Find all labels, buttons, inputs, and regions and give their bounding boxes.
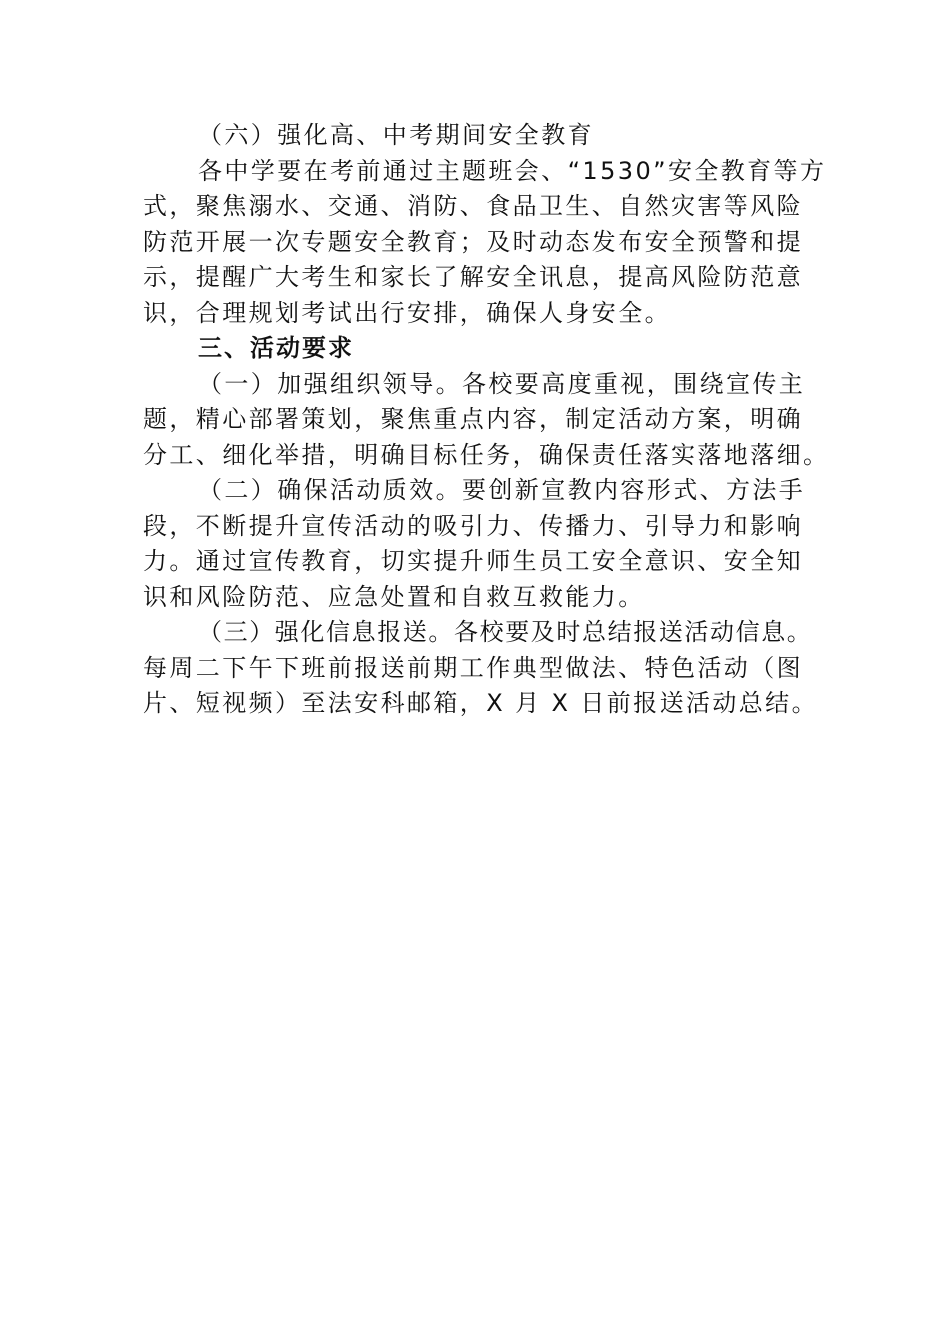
- text-line: 防范开展一次专题安全教育；及时动态发布安全预警和提: [143, 227, 803, 256]
- text-line: 题，精心部署策划，聚焦重点内容，制定活动方案，明确: [143, 405, 803, 433]
- text-line: 各中学要在考前通过主题班会、“1530”安全教育等方: [198, 156, 827, 185]
- text-line: 段，不断提升宣传活动的吸引力、传播力、引导力和影响: [143, 511, 803, 540]
- requirement-item-2: [143, 473, 809, 615]
- text-line: 式，聚焦溺水、交通、消防、食品卫生、自然灾害等风险: [143, 192, 803, 220]
- text-line: 片、短视频）至法安科邮箱，X 月 X 日前报送活动总结。: [143, 689, 818, 717]
- text-line: （一）加强组织领导。各校要高度重视，围绕宣传主: [198, 369, 806, 398]
- text-line: 识，合理规划考试出行安排，确保人身安全。: [143, 298, 671, 327]
- text-line: （二）确保活动质效。要创新宣教内容形式、方法手: [198, 476, 806, 504]
- text-line: 每周二下午下班前报送前期工作典型做法、特色活动（图: [143, 653, 803, 682]
- text-line: （六）强化高、中考期间安全教育: [198, 121, 594, 149]
- text-line: 分工、细化举措，明确目标任务，确保责任落实落地落细。: [143, 440, 830, 469]
- requirement-item-1: [143, 367, 830, 474]
- text-line: 力。通过宣传教育，切实提升师生员工安全意识、安全知: [143, 547, 803, 575]
- text-line: 示，提醒广大考生和家长了解安全讯息，提高风险防范意: [143, 263, 803, 291]
- part-three-heading: 三、活动要求: [198, 334, 354, 362]
- section-six-paragraph: [143, 154, 827, 332]
- section-six-title: [143, 118, 809, 154]
- text-line: 识和风险防范、应急处置和自救互救能力。: [143, 582, 645, 611]
- text-line: （三）强化信息报送。各校要及时总结报送活动信息。: [198, 618, 813, 646]
- document-body: [143, 118, 830, 722]
- requirement-item-3: [143, 615, 818, 722]
